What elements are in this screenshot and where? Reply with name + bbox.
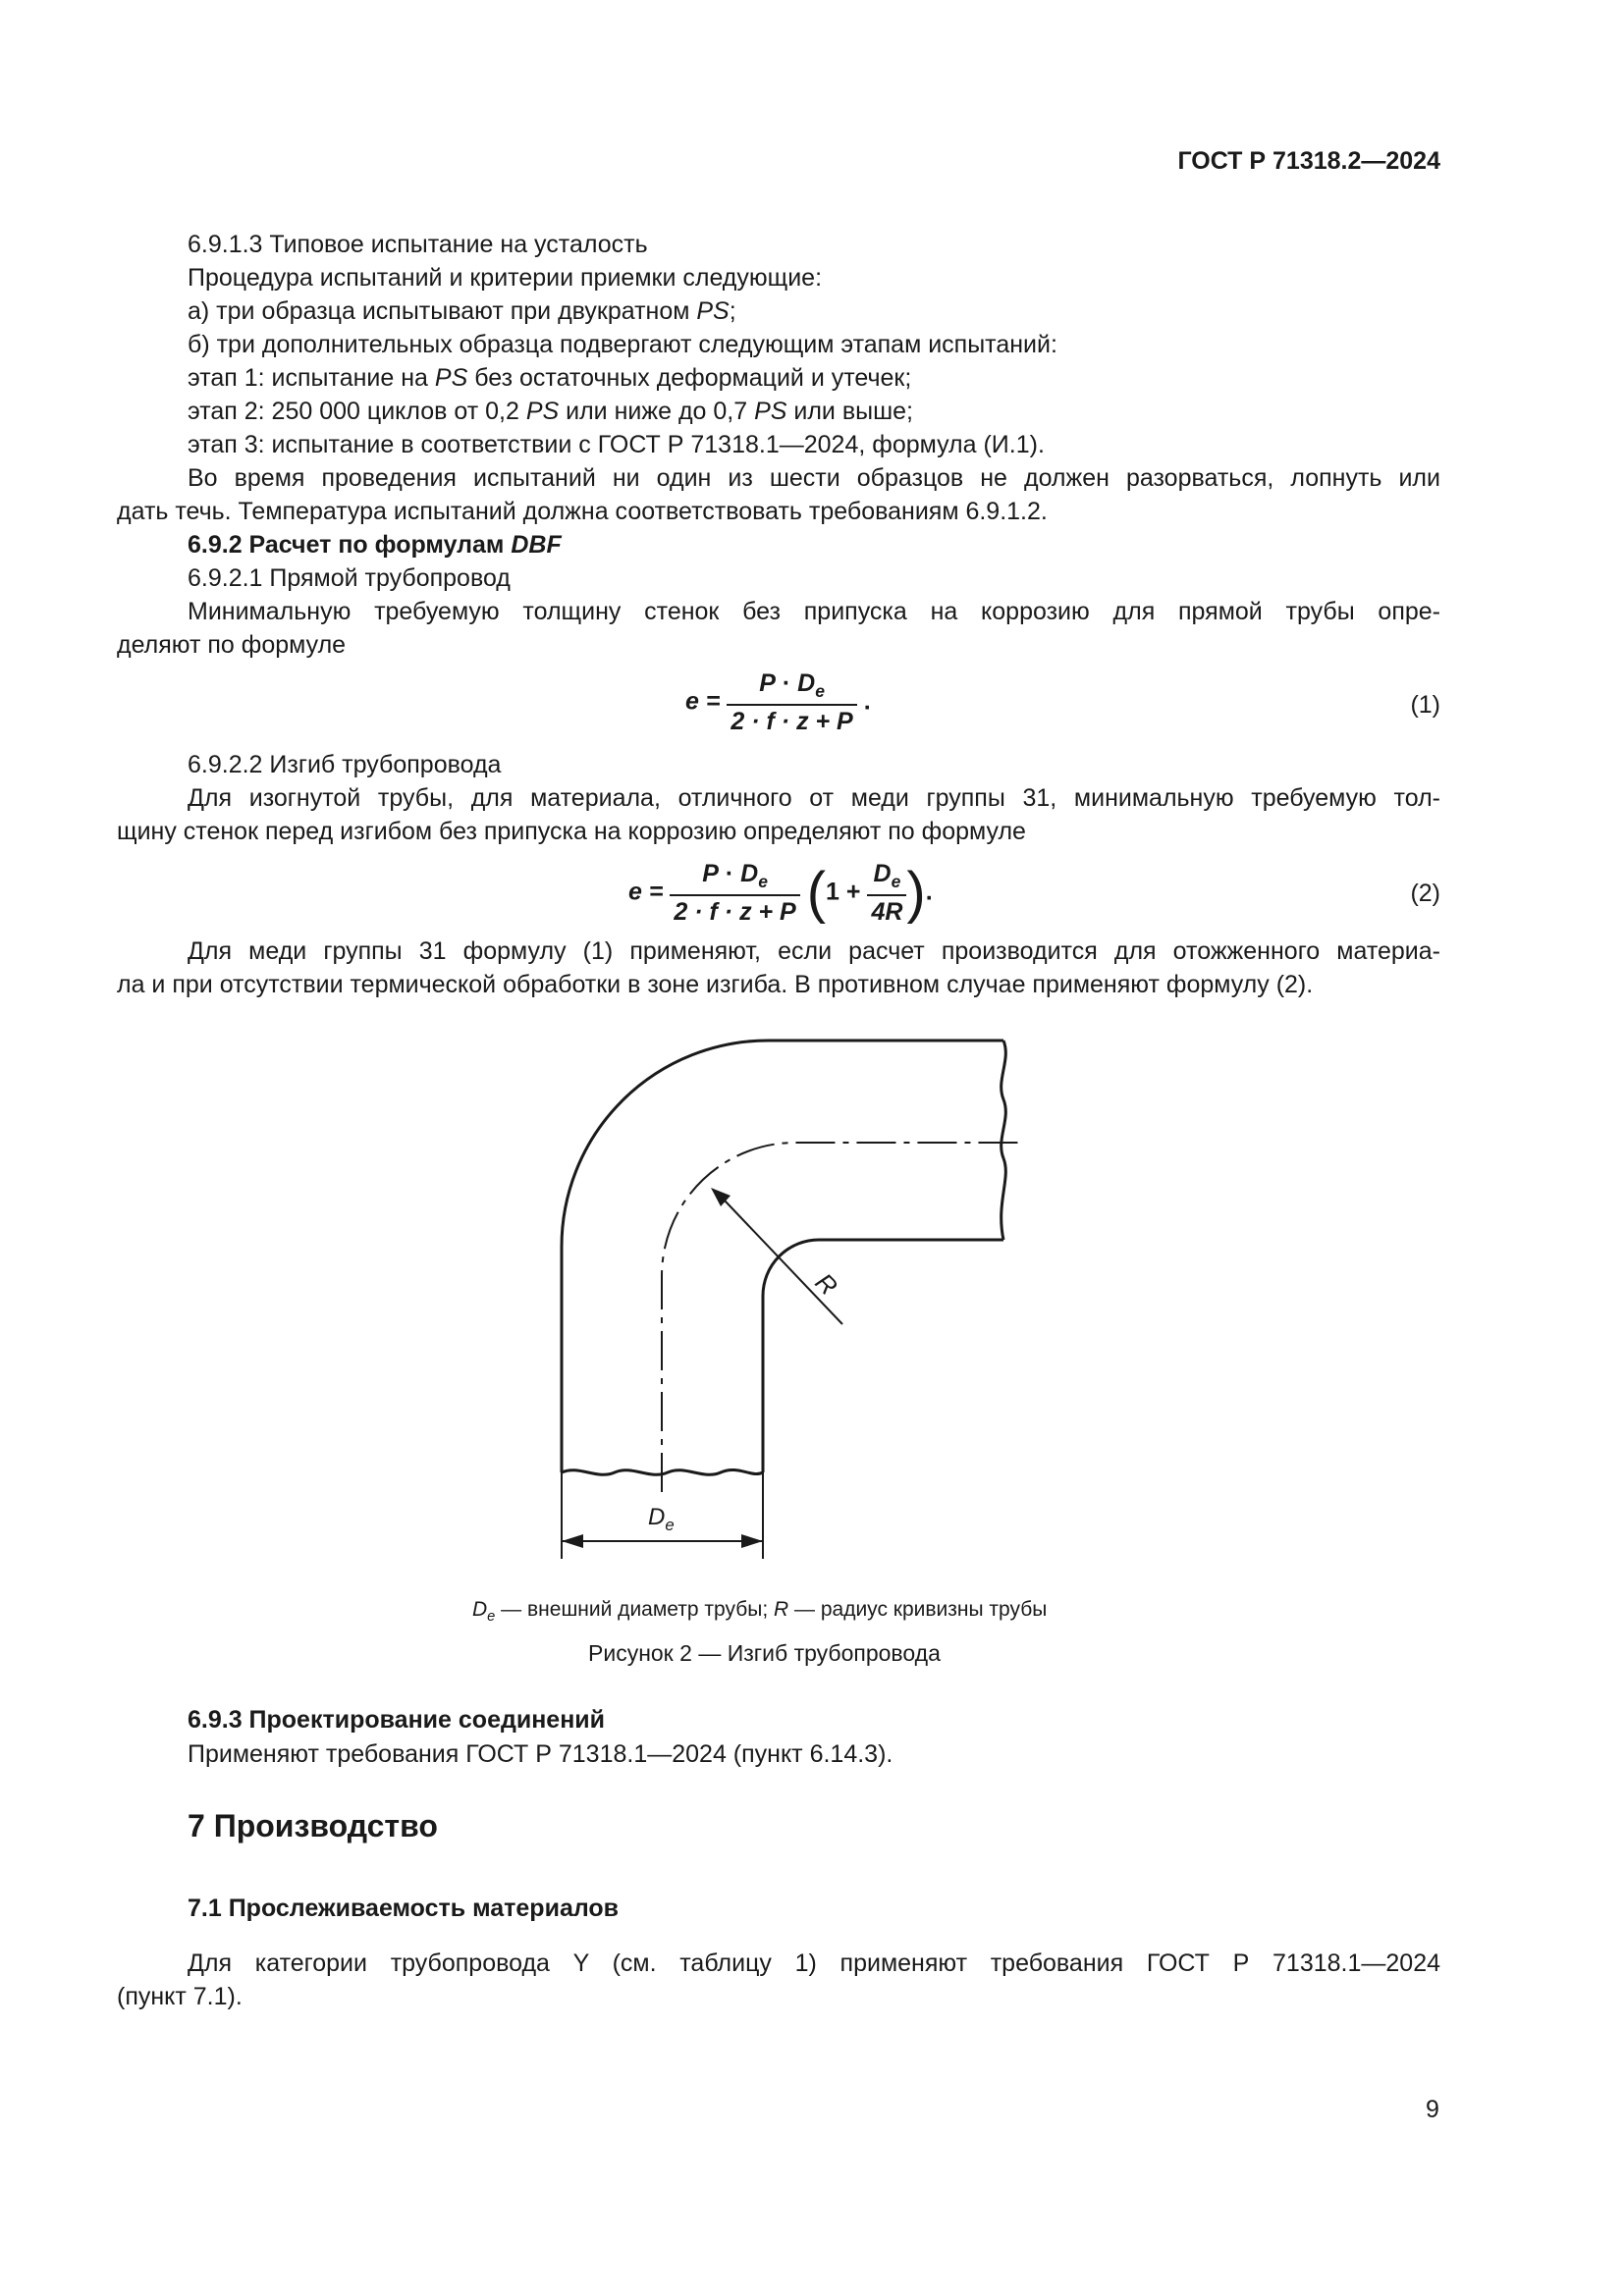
section-6913-title: 6.9.1.3 Типовое испытание на усталость	[188, 231, 648, 258]
section-6913-intro: Процедура испытаний и критерии приемки следующие:	[188, 264, 823, 292]
document-header: ГОСТ Р 71318.2—2024	[1177, 147, 1440, 175]
equation-1-number: (1)	[1410, 691, 1440, 719]
equation-2: e = $\frac{P \cdot D_e}{2 \cdot f \cdot z + P}$ (1 + $\frac{D_e}{4R}$ ).	[628, 860, 933, 926]
section-6921-title: 6.9.2.1 Прямой трубопровод	[188, 564, 511, 592]
paragraph-line: Во время проведения испытаний ни один из шести образцов не должен разорваться, лопнуть или	[188, 464, 1440, 492]
section-7-title: 7 Производство	[188, 1808, 438, 1843]
radius-arrow-line	[725, 1201, 842, 1324]
paragraph-line: Минимальную требуемую толщину стенок без припуска на коррозию для прямой трубы опре-	[188, 598, 1440, 625]
paragraph-line: ла и при отсутствии термической обработки в зоне изгиба. В противном случае применяют формулу (2).	[117, 971, 1314, 998]
eq1-lhs: e =	[685, 687, 721, 716]
dimension-arrow-right	[741, 1534, 763, 1548]
section-693-text: Применяют требования ГОСТ Р 71318.1—2024 (пункт 6.14.3).	[188, 1740, 893, 1768]
eq2-inner-fraction: $\frac{D_e}{4R}$	[867, 860, 906, 927]
section-71-title: 7.1 Прослеживаемость материалов	[188, 1895, 620, 1922]
eq1-fraction: $\frac{P \cdot D_e}{2 \cdot f \cdot z + P}$	[727, 669, 856, 736]
item-b: б) три дополнительных образца подвергают следующим этапам испытаний:	[188, 331, 1057, 358]
pipe-break-right	[1001, 1041, 1006, 1240]
equation-2-number: (2)	[1410, 880, 1440, 907]
eq2-fraction: $\frac{P \cdot D_e}{2 \cdot f \cdot z + P}$	[670, 860, 799, 927]
section-692-title: 6.9.2 Расчет по формулам DBF	[188, 531, 562, 559]
radius-label: R	[809, 1266, 843, 1302]
paragraph-line: (пункт 7.1).	[117, 1983, 243, 2010]
equation-1: e = $\frac{P \cdot D_e}{2 \cdot f \cdot z + P}$ .	[685, 669, 871, 735]
pipe-outer-wall	[562, 1041, 1003, 1472]
item-a: а) три образца испытывают при двукратном PS;	[188, 297, 736, 325]
figure-legend: $D_e$ — внешний диаметр трубы; R — радиус кривизны трубы	[472, 1598, 1048, 1626]
pipe-inner-wall	[763, 1240, 1003, 1472]
dimension-arrow-left	[562, 1534, 583, 1548]
paragraph-line: деляют по формуле	[117, 631, 347, 659]
stage-1: этап 1: испытание на PS без остаточных деформаций и утечек;	[188, 364, 912, 392]
stage-2: этап 2: 250 000 циклов от 0,2 PS или ниже до 0,7 PS или выше;	[188, 398, 914, 425]
paragraph-line: Для категории трубопровода Y (см. таблицу 1) применяют требования ГОСТ Р 71318.1—2024	[188, 1949, 1440, 1977]
figure-caption: Рисунок 2 — Изгиб трубопровода	[588, 1640, 941, 1666]
paragraph-line: щину стенок перед изгибом без припуска на коррозию определяют по формуле	[117, 818, 1026, 845]
stage-3: этап 3: испытание в соответствии с ГОСТ Р 71318.1—2024, формула (И.1).	[188, 431, 1045, 458]
paragraph-line: Для меди группы 31 формулу (1) применяют, если расчет производится для отожженного материа-	[188, 937, 1440, 965]
page-number: 9	[1426, 2096, 1439, 2123]
eq2-lhs: e =	[628, 878, 664, 906]
section-6922-title: 6.9.2.2 Изгиб трубопровода	[188, 751, 502, 778]
section-693-title: 6.9.3 Проектирование соединений	[188, 1706, 606, 1734]
diameter-label: $D_e$	[648, 1504, 675, 1534]
paragraph-line: дать течь. Температура испытаний должна соответствовать требованиям 6.9.1.2.	[117, 498, 1048, 525]
paragraph-line: Для изогнутой трубы, для материала, отличного от меди группы 31, минимальную требуемую тол-	[188, 784, 1440, 812]
